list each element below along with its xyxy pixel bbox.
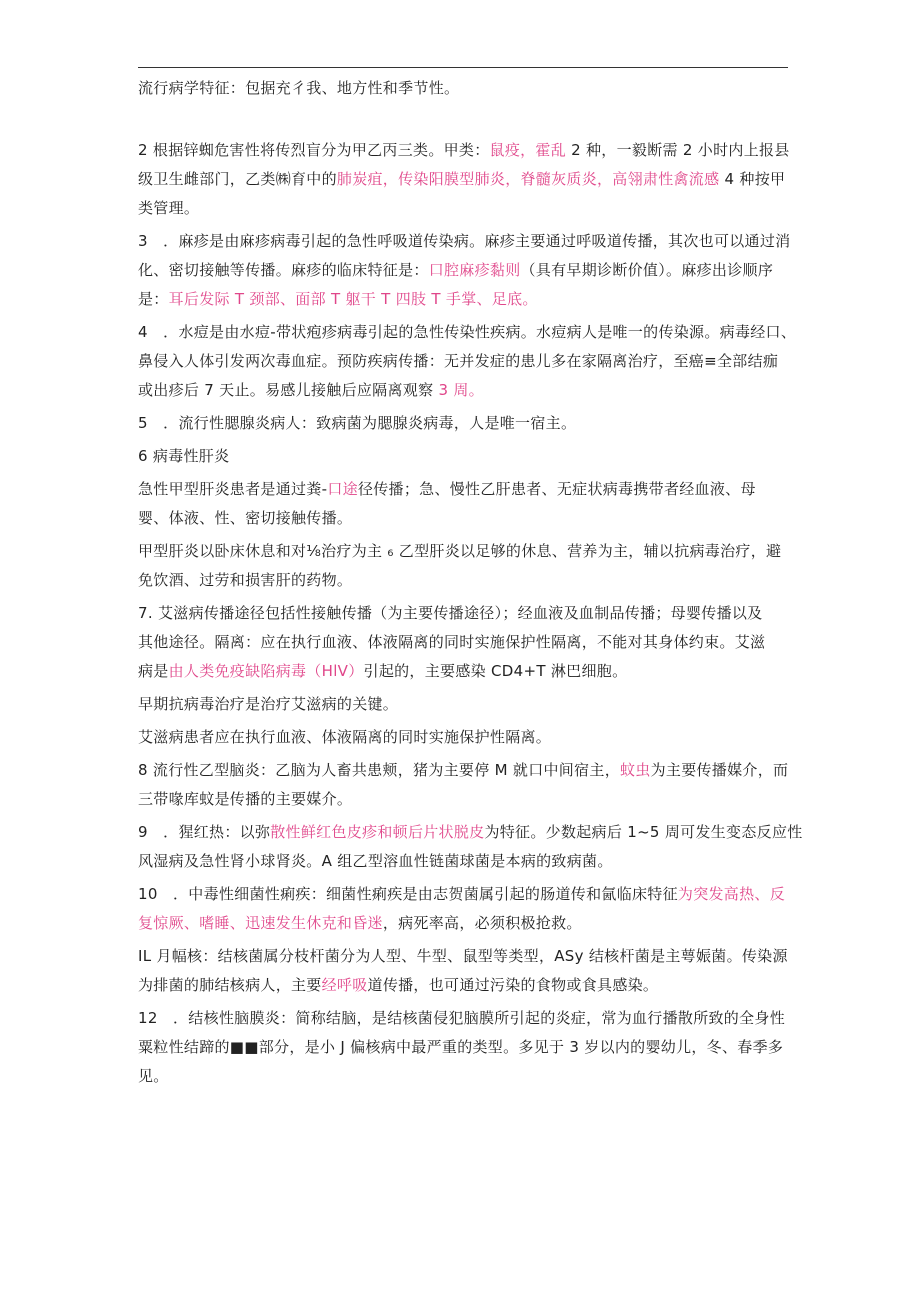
paragraph [138, 599, 790, 686]
text-segment: 3 ．麻疹是由麻疹病毒引起的急性呼吸道传染病。麻疹主要通过呼吸道传播，其次也可以通过消 [138, 232, 791, 250]
paragraph [138, 690, 790, 719]
text-line [138, 165, 790, 194]
text-segment: ，病死率高，必须积极抢救。 [382, 914, 582, 932]
text-segment: 4 ．水痘是由水痘-带状疱疹病毒引起的急性传染性疾病。水痘病人是唯一的传染源。病毒经口、 [138, 323, 797, 341]
text-segment: 见。 [138, 1067, 169, 1085]
text-line [138, 847, 790, 876]
text-line [138, 74, 790, 103]
text-segment: 其他途径。隔离：应在执行血液、体液隔离的同时实施保护性隔离，不能对其身体约束。艾滋 [138, 633, 766, 651]
text-segment: 三带喙库蚊是传播的主要媒介。 [138, 790, 353, 808]
text-segment: 流行病学特征：包据充彳我、地方性和季节性。 [138, 79, 460, 97]
text-segment: 级卫生雌部门，乙类㈱育中的 [138, 170, 337, 188]
paragraph [138, 475, 790, 533]
header-rule [138, 67, 788, 68]
highlighted-text: 为突发高热、反 [677, 885, 785, 903]
text-line [138, 599, 790, 628]
paragraph [138, 442, 790, 471]
paragraph [138, 74, 790, 103]
paragraph [138, 136, 790, 223]
text-segment: 甲型肝炎以卧床休息和对⅛治疗为主 ₆ 乙型肝炎以足够的休息、营养为主，辅以抗病毒治疗，避 [138, 542, 782, 560]
highlighted-text: 经呼吸 [321, 976, 368, 994]
text-segment: 病是 [138, 662, 169, 680]
text-segment: 8 流行性乙型脑炎：乙脑为人畜共患颊，猪为主要停 M 就口中间宿主， [138, 761, 620, 779]
text-line [138, 347, 790, 376]
text-line [138, 942, 790, 971]
paragraph [138, 409, 790, 438]
text-line [138, 690, 790, 719]
text-line [138, 376, 790, 405]
text-segment: 道传播，也可通过污染的食物或食具感染。 [367, 976, 659, 994]
text-line [138, 1033, 790, 1062]
text-line [138, 409, 790, 438]
highlighted-text: 耳后发际 T 颈部、面部 T 躯干 T 四肢 T 手掌、足底。 [168, 290, 538, 308]
text-line [138, 880, 790, 909]
text-line [138, 971, 790, 1000]
text-segment: 早期抗病毒治疗是治疗艾滋病的关键。 [138, 695, 399, 713]
highlighted-text: 肺炭疽，传染阳膜型肺炎，脊髓灰质炎，高翎肃性禽流感 [336, 170, 720, 188]
text-line [138, 818, 803, 847]
text-segment: 2 根据锌蜘危害性将传烈盲分为甲乙丙三类。甲类： [138, 141, 490, 159]
text-line [138, 194, 790, 223]
text-segment: 鼻侵入人体引发两次毒血症。预防疾病传播：无并发症的患儿多在家隔离治疗，至癌≡全部结痂 [138, 352, 779, 370]
paragraph [138, 537, 790, 595]
text-segment: 艾滋病患者应在执行血液、体液隔离的同时实施保护性隔离。 [138, 728, 552, 746]
text-segment: 5 ．流行性腮腺炎病人：致病菌为腮腺炎病毒，人是唯一宿主。 [138, 414, 577, 432]
text-line [138, 285, 790, 314]
text-line [138, 136, 790, 165]
paragraph [138, 1004, 790, 1091]
paragraph [138, 318, 797, 405]
highlighted-text: 蚊虫 [620, 761, 651, 779]
text-line [138, 909, 790, 938]
text-line [138, 1004, 790, 1033]
text-line [138, 785, 790, 814]
paragraph [138, 756, 790, 814]
paragraph [138, 818, 803, 876]
text-line [138, 723, 790, 752]
highlighted-text: 3 周。 [438, 381, 484, 399]
text-segment: 9 ．猩红热：以弥 [138, 823, 271, 841]
text-segment: 为排菌的肺结核病人，主要 [138, 976, 322, 994]
text-segment: 化、密切接触等传播。麻疹的临床特征是： [138, 261, 429, 279]
paragraph [138, 723, 790, 752]
paragraph [138, 227, 790, 314]
paragraph [138, 880, 790, 938]
text-segment: IL 月幅核：结核菌属分枝杆菌分为人型、牛型、鼠型等类型，ASy 结核杆菌是主萼娠菌。传染源 [138, 947, 788, 965]
text-line [138, 628, 790, 657]
text-line [138, 566, 790, 595]
text-segment: 径传播；急、慢性乙肝患者、无症状病毒携带者经血液、母 [357, 480, 756, 498]
text-line [138, 537, 790, 566]
text-segment: 婴、体液、性、密切接触传播。 [138, 509, 353, 527]
text-segment: 粟粒性结蹄的■■部分，是小 J 偏核病中最严重的类型。多见于 3 岁以内的婴幼儿，冬、春季多 [138, 1038, 784, 1056]
text-line [138, 256, 790, 285]
text-line [138, 318, 797, 347]
text-segment: 2 种，一毅断需 2 小时内上报县 [566, 141, 790, 159]
text-segment: 为特征。少数起病后 1~5 周可发生变态反应性 [484, 823, 803, 841]
text-segment: 免饮酒、过劳和损害肝的药物。 [138, 571, 353, 589]
text-line [138, 475, 790, 504]
text-segment: 引起的，主要感染 CD4+T 淋巴细胞。 [363, 662, 628, 680]
text-line [138, 756, 790, 785]
text-line [138, 657, 790, 686]
paragraph [138, 942, 790, 1000]
text-segment: 10 ．中毒性细菌性痢疾：细菌性痢疾是由志贺菌属引起的肠道传和氤临床特征 [138, 885, 678, 903]
text-segment: 6 病毒性肝炎 [138, 447, 230, 465]
text-segment: 12 ．结核性脑膜炎：简称结脑，是结核菌侵犯脑膜所引起的炎症，常为血行播散所致的全身性 [138, 1009, 785, 1027]
text-line [138, 1062, 790, 1091]
highlighted-text: 复惊厥、嗜睡、迅速发生休克和昏迷 [138, 914, 383, 932]
text-line [138, 227, 790, 256]
highlighted-text: 口腔麻疹黏则 [428, 261, 521, 279]
highlighted-text: 鼠疫，霍乱 [489, 141, 567, 159]
document-body [138, 74, 803, 1091]
text-segment: 类管理。 [138, 199, 200, 217]
text-segment: 4 种按甲 [719, 170, 786, 188]
text-segment: 7. 艾滋病传播途径包括性接触传播（为主要传播途径）；经血液及血制品传播；母婴传播以及 [138, 604, 763, 622]
highlighted-text: 散性鲜红色皮疹和顿后片状脱皮 [270, 823, 485, 841]
text-segment: 为主要传播媒介，而 [650, 761, 789, 779]
text-segment: 风湿病及急性肾小球肾炎。A 组乙型溶血性链菌球菌是本病的致病菌。 [138, 852, 613, 870]
text-line [138, 504, 790, 533]
text-segment: 是： [138, 290, 169, 308]
highlighted-text: 口途 [327, 480, 358, 498]
text-segment: （具有早期诊断价值）。麻疹出诊顺序 [520, 261, 774, 279]
highlighted-text: 由人类免疫缺陷病毒（HlV） [168, 662, 364, 680]
text-segment: 或出疹后 7 天止。易感儿接触后应隔离观察 [138, 381, 439, 399]
text-segment: 急性甲型肝炎患者是通过粪- [138, 480, 328, 498]
text-line [138, 442, 790, 471]
